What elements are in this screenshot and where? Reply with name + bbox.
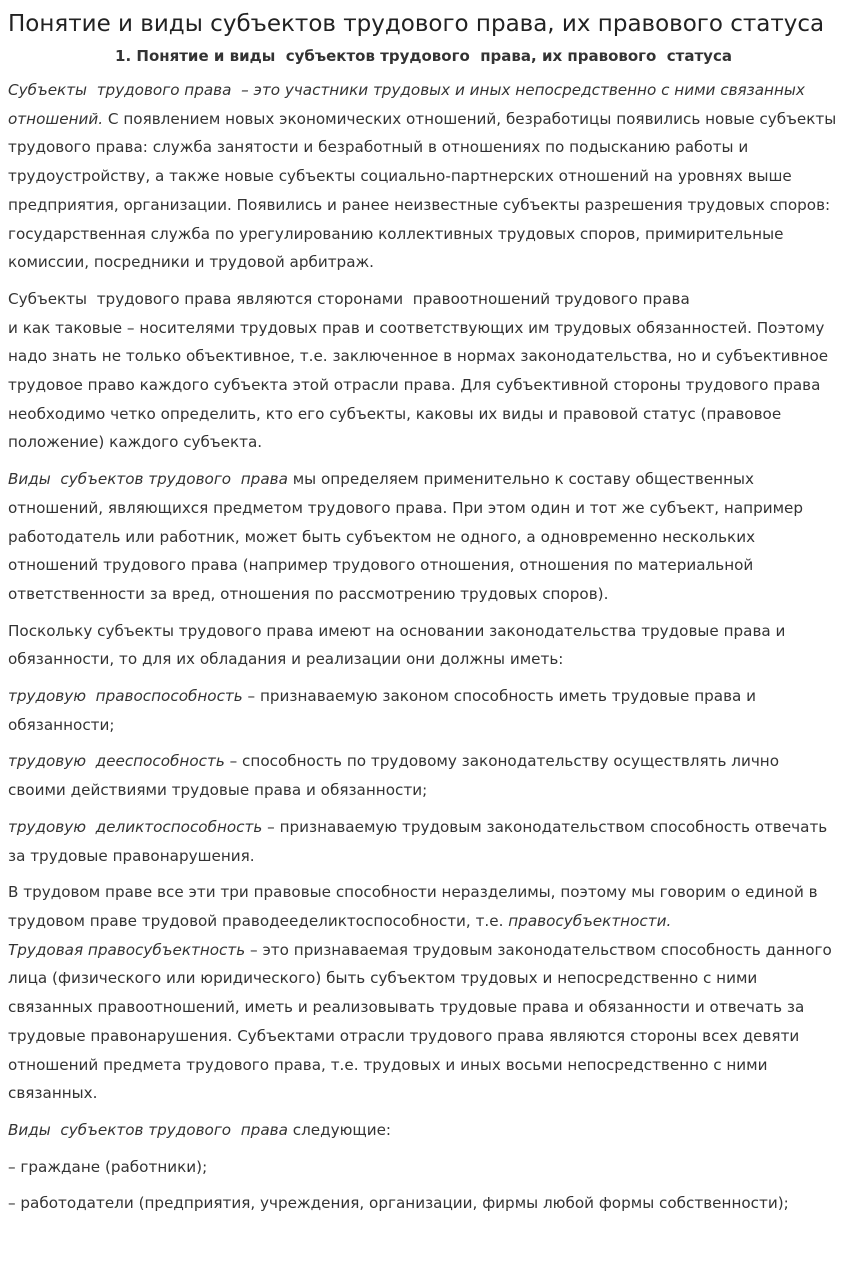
paragraph-kinds-of-subjects	[8, 465, 839, 609]
paragraph-subjects-definition	[8, 76, 842, 277]
paragraph-text: следующие:	[287, 1120, 392, 1139]
paragraph-line: Субъекты трудового права являются сторонами правоотношений трудового права	[8, 289, 690, 308]
paragraph-text: – признаваемую законом способность иметь трудовые права и обязанности;	[8, 687, 761, 734]
paragraph-kinds-list-intro	[8, 1116, 839, 1145]
paragraph-text: В трудовом праве все эти три правовые способности неразделимы, поэтому мы говорим о единой в трудовом праве трудовой праводееделиктоспособности, т.е.	[8, 883, 823, 930]
italic-definition: Субъекты трудового права – это участники трудовых и иных непосредственно с ними связанных отношений.	[8, 81, 810, 128]
italic-term: Виды субъектов трудового права	[8, 470, 288, 489]
paragraph-text: – это признаваемая трудовым законодательством способность данного лица (физического или юридического) быть субъектом трудовых и непосредственно с ними связанных правоотношений, иметь и реализовывать трудовые права и обязанности и отвечать за трудовые правонарушения. Субъектами отрасли трудового права являются стороны всех девяти отношений предмета трудового права, т.е. трудовых и иных восьми непосредственно с ними связанных.	[8, 940, 837, 1103]
paragraph-capacities-intro: Поскольку субъекты трудового права имеют на основании законодательства трудовые права и обязанности, то для их обладания и реализации они должны иметь:	[8, 621, 791, 669]
paragraph-legal-capacity	[8, 682, 839, 739]
italic-term: правосубъектности.	[508, 911, 672, 930]
paragraph-text: и как таковые – носителями трудовых прав и соответствующих им трудовых обязанностей. Поэтому надо знать не только объективное, т.е. заключенное в нормах законодательства, но и субъективное трудовое право каждого субъекта этой отрасли права. Для субъективной стороны трудового права необходимо четко определить, кто его субъекты, каковы их виды и правовой статус (правовое положение) каждого субъекта.	[8, 318, 833, 452]
paragraph-delict-capacity	[8, 813, 839, 870]
paragraph-text: – признаваемую трудовым законодательством способность отвечать за трудовые правонарушения.	[8, 817, 833, 865]
list-item-employers: – работодатели (предприятия, учреждения, организации, фирмы любой формы собственности);	[8, 1194, 789, 1213]
list-item-citizens: – граждане (работники);	[8, 1157, 208, 1176]
italic-term: Виды субъектов трудового права	[8, 1120, 288, 1139]
section-heading: 1. Понятие и виды субъектов трудового права, их правового статуса	[115, 47, 732, 65]
italic-term: трудовую правоспособность	[8, 687, 243, 706]
paragraph-text: С появлением новых экономических отношений, безработицы появились новые субъекты трудового права: служба занятости и безработный в отношениях по подысканию работы и трудоустройству, а также новые субъекты социально-партнерских отношений на уровнях выше предприятия, организации. Появились и ранее неизвестные субъекты разрешения трудовых споров: государственная служба по урегулированию коллективных трудовых споров, примирительные комиссии, посредники и трудовой арбитраж.	[8, 109, 842, 272]
italic-term: Трудовая правосубъектность	[8, 940, 246, 959]
page-title: Понятие и виды субъектов трудового права, их правового статуса	[8, 11, 825, 37]
paragraph-text: – способность по трудовому законодательству осуществлять лично своими действиями трудовые права и обязанности;	[8, 752, 784, 800]
paragraph-text: мы определяем применительно к составу общественных отношений, являющихся предметом трудового права. При этом один и тот же субъект, например работодатель или работник, может быть субъектом не одного, а одновременно нескольких отношений трудового права (например трудового отношения, отношения по материальной ответственности за вред, отношения по рассмотрению трудовых споров).	[8, 470, 808, 603]
paragraph-legal-personality	[8, 878, 839, 1108]
italic-term: трудовую деликтоспособность	[8, 817, 263, 836]
paragraph-active-capacity	[8, 747, 839, 804]
paragraph-subjects-as-parties	[8, 285, 839, 457]
italic-term: трудовую дееспособность	[8, 752, 225, 771]
